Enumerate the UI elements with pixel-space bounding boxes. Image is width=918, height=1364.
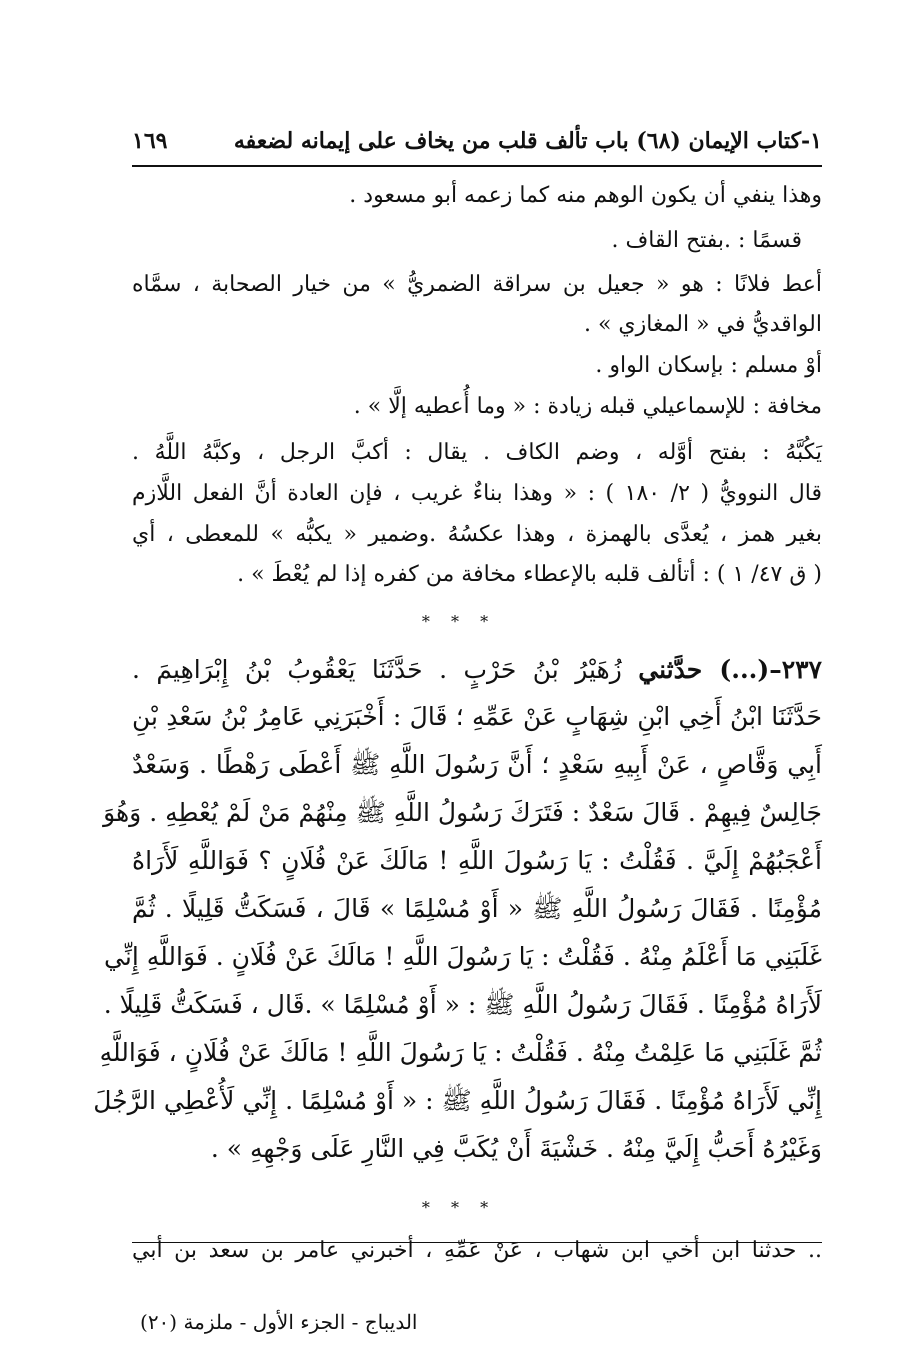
section-title: ١-كتاب الإيمان (٦٨) باب تألف قلب من يخاف على إيمانه لضعفه xyxy=(233,128,822,154)
commentary-line: أعط فلانًا : هو « جعيل بن سراقة الضمريُّ » من خيار الصحابة ، سمَّاه xyxy=(132,272,822,297)
commentary-line: ( ق ٤٧/ ١ ) : أتألف قلبه بالإعطاء مخافة من كفره إذا لم يُعْطَ » . xyxy=(237,562,822,587)
running-header xyxy=(132,128,822,154)
commentary-line: الواقديُّ في « المغازي » . xyxy=(583,312,822,337)
hadith-line: حَدَّثَنَا ابْنُ أَخِي ابْنِ شِهَابٍ عَنْ عَمِّهِ ؛ قَالَ : أَخْبَرَنِي عَامِرُ بْنُ سَعْدِ بْنِ xyxy=(132,702,822,731)
signature-mark: الديباج - الجزء الأول - ملزمة (٢٠) xyxy=(140,1310,418,1334)
hadith-number: ٢٣٧–(...) حدَّثني xyxy=(638,655,822,684)
commentary-line: أوْ مسلم : بإسكان الواو . xyxy=(595,353,822,378)
header-rule xyxy=(132,165,822,167)
hadith-line: أَبِي وَقَّاصٍ ، عَنْ أَبِيهِ سَعْدٍ ؛ أَنَّ رَسُولَ اللَّهِ ﷺ أَعْطَى رَهْطًا . وَسَعْدٌ xyxy=(132,750,822,779)
commentary-line: بغير همز ، يُعدَّى بالهمزة ، وهذا عكسُهُ .وضمير « يكبُّه » للمعطى ، أي xyxy=(132,522,822,547)
hadith-line: أَعْجَبُهُمْ إِلَيَّ . فَقُلْتُ : يَا رَسُولَ اللَّهِ ! مَالَكَ عَنْ فُلَانٍ ؟ فَوَاللَّهِ لَأَرَاهُ xyxy=(132,846,822,875)
hadith-first-line xyxy=(132,655,822,685)
commentary-line: يَكُبَّهُ : بفتح أوَّله ، وضم الكاف . يقال : أكبَّ الرجل ، وكبَّهُ اللَّهُ . xyxy=(132,440,822,465)
page-number: ١٦٩ xyxy=(132,128,168,154)
commentary-line: قال النوويُّ ( ٢/ ١٨٠ ) : « وهذا بناءٌ غريب ، فإن العادة أنَّ الفعل اللَّازم xyxy=(132,481,823,506)
section-separator: * * * xyxy=(421,1198,497,1217)
hadith-line: ثُمَّ غَلَبَنِي مَا عَلِمْتُ مِنْهُ . فَقُلْتُ : يَا رَسُولَ اللَّهِ ! مَالَكَ عَنْ فُلَانٍ ، فَوَاللَّهِ xyxy=(99,1038,822,1067)
hadith-line: وَغَيْرُهُ أَحَبُّ إِلَيَّ مِنْهُ . خَشْيَةَ أَنْ يُكَبَّ فِي النَّارِ عَلَى وَجْهِهِ » . xyxy=(210,1134,822,1163)
commentary-line: مخافة : للإسماعيلي قبله زيادة : « وما أُعطيه إلَّا » . xyxy=(353,394,822,419)
hadith-line: إِنِّي لَأَرَاهُ مُؤْمِنًا . فَقَالَ رَسُولُ اللَّهِ ﷺ : « أَوْ مُسْلِمًا . إِنِّي لَأُعْطِي الرَّجُلَ xyxy=(93,1086,822,1115)
hadith-isnad: زُهَيْرُ بْنُ حَرْبٍ . حَدَّثَنَا يَعْقُوبُ بْنُ إِبْرَاهِيمَ . xyxy=(132,655,622,684)
hadith-line: جَالِسٌ فِيهِمْ . قَالَ سَعْدٌ : فَتَرَكَ رَسُولُ اللَّهِ ﷺ مِنْهُمْ مَنْ لَمْ يُعْطِهِ . وَهُوَ xyxy=(103,798,822,827)
commentary-line: قسمًا : .بفتح القاف . xyxy=(611,228,802,253)
footnote-line: .. حدثنا ابن أخي ابن شهاب ، عَنْ عَمِّهِ ، أخبرني عامر بن سعد بن أبي xyxy=(132,1238,822,1263)
section-separator: * * * xyxy=(421,612,497,631)
hadith-line: غَلَبَنِي مَا أَعْلَمُ مِنْهُ . فَقُلْتُ : يَا رَسُولَ اللَّهِ ! مَالَكَ عَنْ فُلَانٍ . فَوَاللَّهِ إِنِّي xyxy=(104,942,822,971)
hadith-line: لَأَرَاهُ مُؤْمِنًا . فَقَالَ رَسُولُ اللَّهِ ﷺ : « أَوْ مُسْلِمًا » .قَال ، فَسَكَتُّ قَلِيلًا . xyxy=(103,990,822,1019)
hadith-line: مُؤْمِنًا . فَقَالَ رَسُولُ اللَّهِ ﷺ « أَوْ مُسْلِمًا » قَالَ ، فَسَكَتُّ قَلِيلًا . ثُمَّ xyxy=(132,894,822,923)
commentary-line: وهذا ينفي أن يكون الوهم منه كما زعمه أبو مسعود . xyxy=(349,183,822,208)
